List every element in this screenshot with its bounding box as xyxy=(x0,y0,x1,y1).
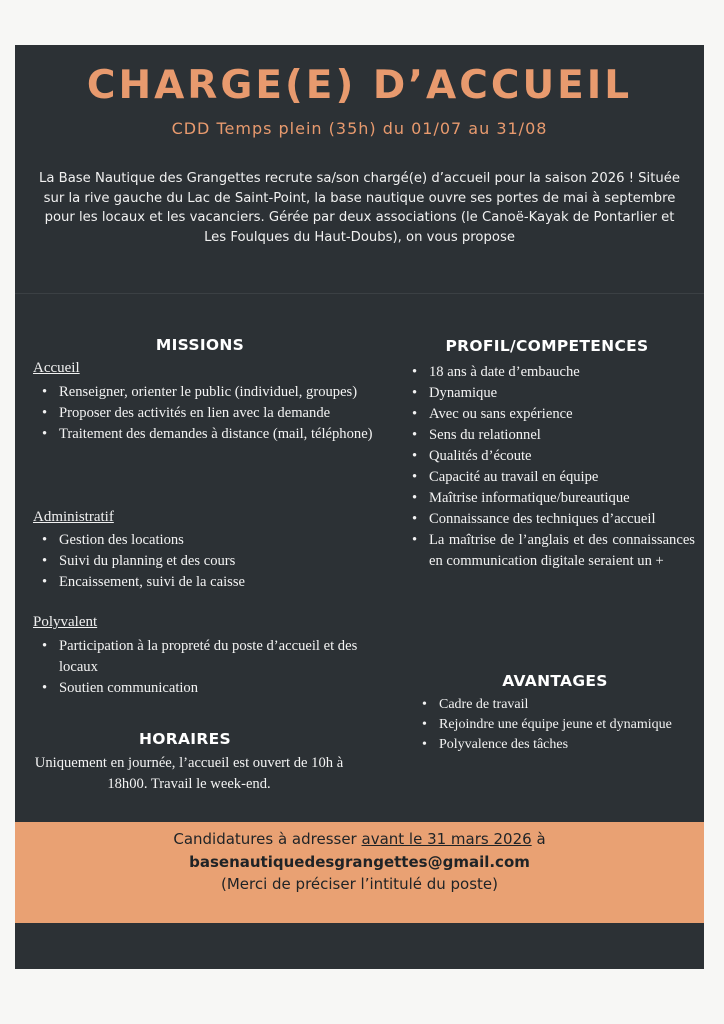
list-item: • Renseigner, orienter le public (individuel, groupes) xyxy=(33,382,373,403)
application-deadline-line xyxy=(15,830,704,848)
list-item: • 18 ans à date d’embauche xyxy=(403,362,695,383)
list-item: • Qualités d’écoute xyxy=(403,446,695,467)
section-divider xyxy=(15,293,704,294)
horaires-text: Uniquement en journée, l’accueil est ouvert de 10h à 18h00. Travail le week-end. xyxy=(34,755,344,792)
deadline-date: avant le 31 mars 2026 xyxy=(361,830,532,848)
deadline-suffix: à xyxy=(531,830,546,848)
polyvalent-subheading: Polyvalent xyxy=(33,614,98,630)
polyvalent-list xyxy=(33,636,373,699)
list-item: • Capacité au travail en équipe xyxy=(403,467,695,488)
avantages-list xyxy=(413,695,703,755)
list-item: • Rejoindre une équipe jeune et dynamique xyxy=(413,715,703,735)
missions-heading: MISSIONS xyxy=(155,336,245,354)
profil-list xyxy=(403,362,695,572)
list-item: • Gestion des locations xyxy=(33,530,373,551)
profil-heading: PROFIL/COMPETENCES xyxy=(445,337,649,355)
list-item: • Soutien communication xyxy=(33,678,373,699)
list-item: • Avec ou sans expérience xyxy=(403,404,695,425)
application-band xyxy=(15,822,704,923)
list-item: • Cadre de travail xyxy=(413,695,703,715)
list-item: • Traitement des demandes à distance (mail, téléphone) xyxy=(33,424,373,445)
list-item: • Proposer des activités en lien avec la demande xyxy=(33,403,373,424)
list-item: • Polyvalence des tâches xyxy=(413,735,703,755)
list-item: • Dynamique xyxy=(403,383,695,404)
job-title: CHARGE(E) D’ACCUEIL xyxy=(86,63,633,108)
intro-paragraph: La Base Nautique des Grangettes recrute sa/son chargé(e) d’accueil pour la saison 2026 ! Située sur la rive gauche du Lac de Saint-Point, la base nautique ouvre ses portes de mai à septembre pour les locaux et les vacanciers. Gérée par deux associations (le Canoë-Kayak de Pontarlier et Les Foulques du Haut-Doubs), on vous propose xyxy=(39,171,680,245)
job-poster xyxy=(15,45,704,969)
contract-subtitle: CDD Temps plein (35h) du 01/07 au 31/08 xyxy=(171,119,548,138)
avantages-heading: AVANTAGES xyxy=(502,672,608,690)
application-email[interactable]: basenautiquedesgrangettes@gmail.com xyxy=(189,853,530,871)
horaires-heading: HORAIRES xyxy=(139,730,231,748)
application-note: (Merci de préciser l’intitulé du poste) xyxy=(220,875,499,893)
list-item: • Connaissance des techniques d’accueil xyxy=(403,509,695,530)
administratif-subheading: Administratif xyxy=(33,509,114,525)
accueil-subheading: Accueil xyxy=(33,360,80,376)
administratif-list xyxy=(33,530,373,593)
list-item: • Encaissement, suivi de la caisse xyxy=(33,572,373,593)
list-item: • Sens du relationnel xyxy=(403,425,695,446)
list-item: • Maîtrise informatique/bureautique xyxy=(403,488,695,509)
deadline-prefix: Candidatures à adresser xyxy=(173,830,362,848)
list-item: • La maîtrise de l’anglais et des connaissances en communication digitale seraient un + xyxy=(403,530,695,572)
list-item: • Suivi du planning et des cours xyxy=(33,551,373,572)
list-item: • Participation à la propreté du poste d’accueil et des locaux xyxy=(33,636,373,678)
accueil-list xyxy=(33,382,373,445)
